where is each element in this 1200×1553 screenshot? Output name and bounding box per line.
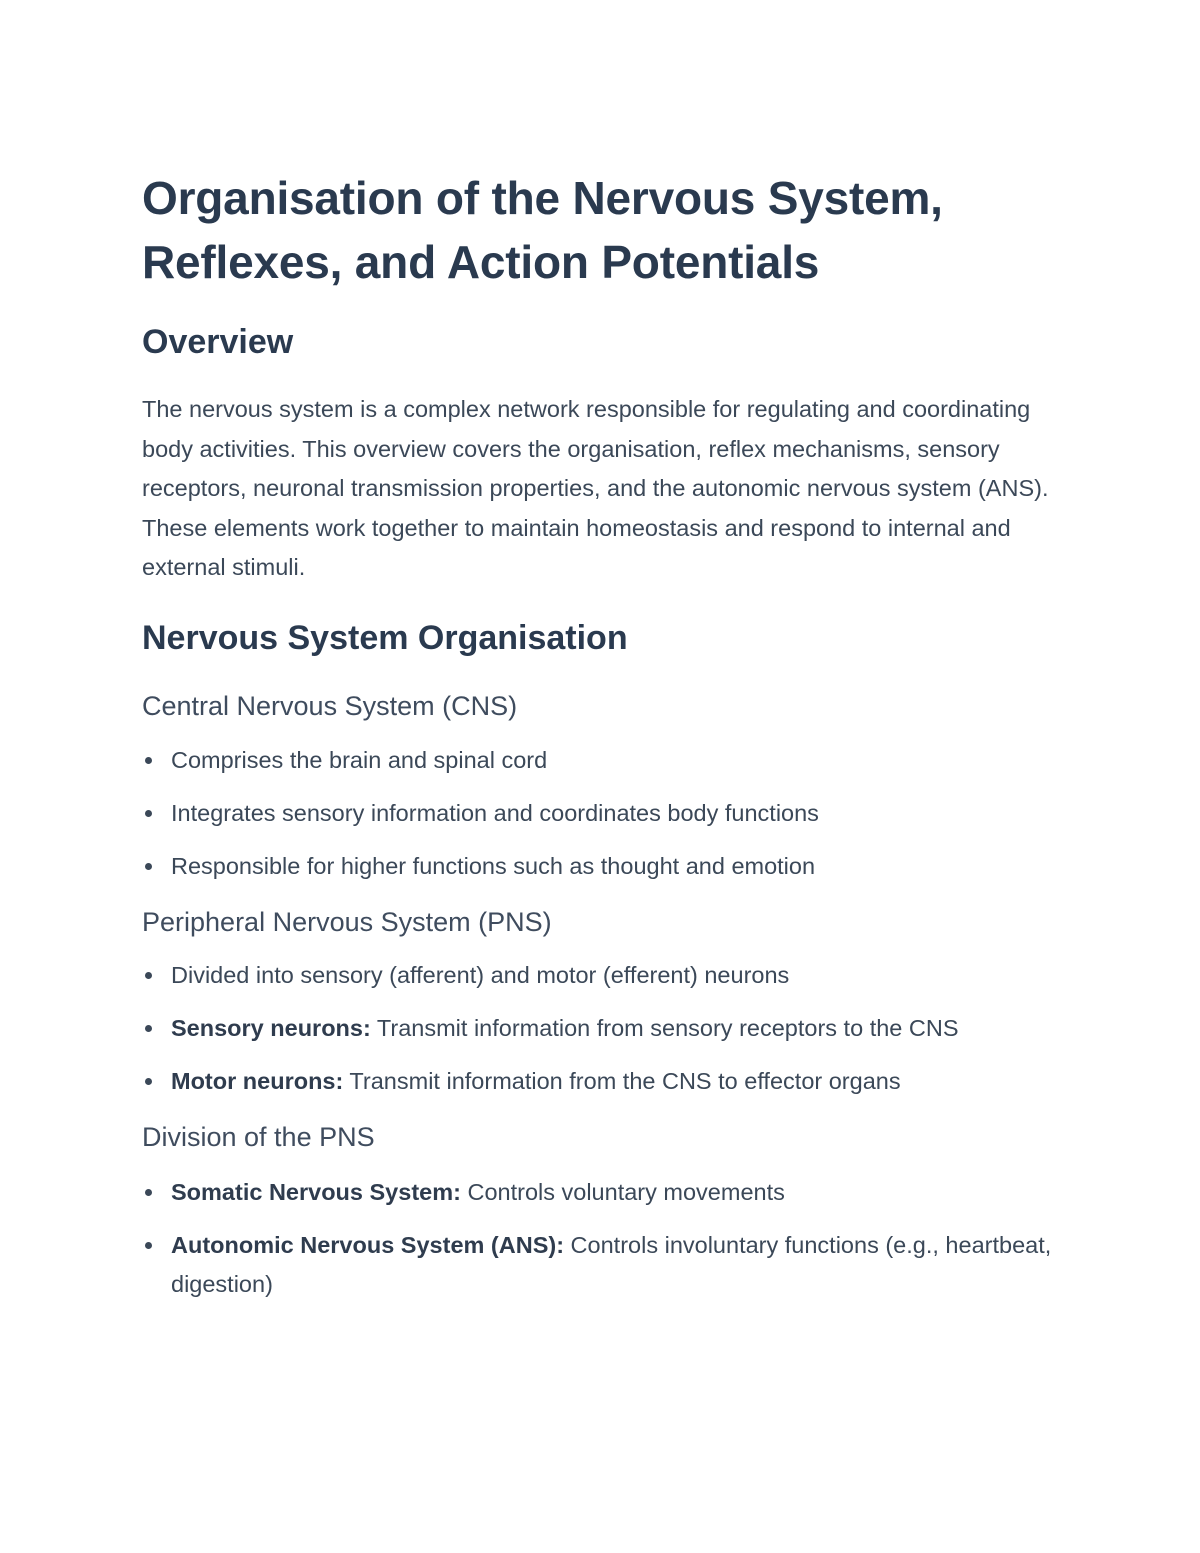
list-item-term: Somatic Nervous System: bbox=[171, 1178, 461, 1205]
bullet-icon bbox=[145, 863, 152, 870]
list-item-text: Comprises the brain and spinal cord bbox=[171, 746, 548, 773]
organisation-heading: Nervous System Organisation bbox=[142, 618, 628, 657]
list-item-text: Responsible for higher functions such as thought and emotion bbox=[171, 852, 816, 879]
cns-heading: Central Nervous System (CNS) bbox=[142, 690, 518, 721]
list-item-text: Divided into sensory (afferent) and motor (efferent) neurons bbox=[171, 961, 790, 988]
document-page bbox=[142, 166, 1072, 1304]
list-item-text: Integrates sensory information and coordinates body functions bbox=[171, 799, 819, 826]
page-title-line-2: Reflexes, and Action Potentials bbox=[142, 236, 820, 288]
list-item bbox=[142, 1173, 1072, 1212]
bullet-icon bbox=[145, 1025, 152, 1032]
overview-paragraph: The nervous system is a complex network responsible for regulating and coordinating body activities. This overview covers the organisation, reflex mechanisms, sensory receptors, neuronal transmission properties, and the autonomic nervous system (ANS). These elements work together to maintain homeostasis and respond to internal and external stimuli. bbox=[142, 396, 1049, 580]
bullet-icon bbox=[145, 1078, 152, 1085]
page-title-line-1: Organisation of the Nervous System, bbox=[142, 172, 943, 224]
bullet-icon bbox=[145, 1242, 152, 1249]
list-item bbox=[142, 956, 1072, 995]
page-title bbox=[142, 166, 1072, 294]
pns-heading: Peripheral Nervous System (PNS) bbox=[142, 906, 552, 937]
overview-heading: Overview bbox=[142, 323, 294, 361]
list-item-term: Sensory neurons: bbox=[171, 1014, 371, 1041]
list-item bbox=[142, 1226, 1072, 1304]
list-item bbox=[142, 794, 1072, 833]
list-item bbox=[142, 741, 1072, 780]
list-item-term: Autonomic Nervous System (ANS): bbox=[171, 1231, 565, 1258]
bullet-icon bbox=[145, 972, 152, 979]
division-heading: Division of the PNS bbox=[142, 1121, 375, 1152]
bullet-icon bbox=[145, 1189, 152, 1196]
list-item bbox=[142, 1062, 1072, 1101]
list-item-text: Transmit information from the CNS to effector organs bbox=[343, 1067, 901, 1094]
list-item bbox=[142, 1009, 1072, 1048]
list-item bbox=[142, 847, 1072, 886]
pns-list bbox=[142, 956, 1072, 1101]
list-item-text: Controls voluntary movements bbox=[460, 1178, 785, 1205]
division-list bbox=[142, 1173, 1072, 1304]
bullet-icon bbox=[145, 810, 152, 817]
list-item-text: Transmit information from sensory receptors to the CNS bbox=[370, 1014, 959, 1041]
list-item-term: Motor neurons: bbox=[171, 1067, 344, 1094]
list-item-text: Controls involuntary functions (e.g., heartbeat, digestion) bbox=[171, 1231, 1052, 1297]
bullet-icon bbox=[145, 757, 152, 764]
cns-list bbox=[142, 741, 1072, 886]
